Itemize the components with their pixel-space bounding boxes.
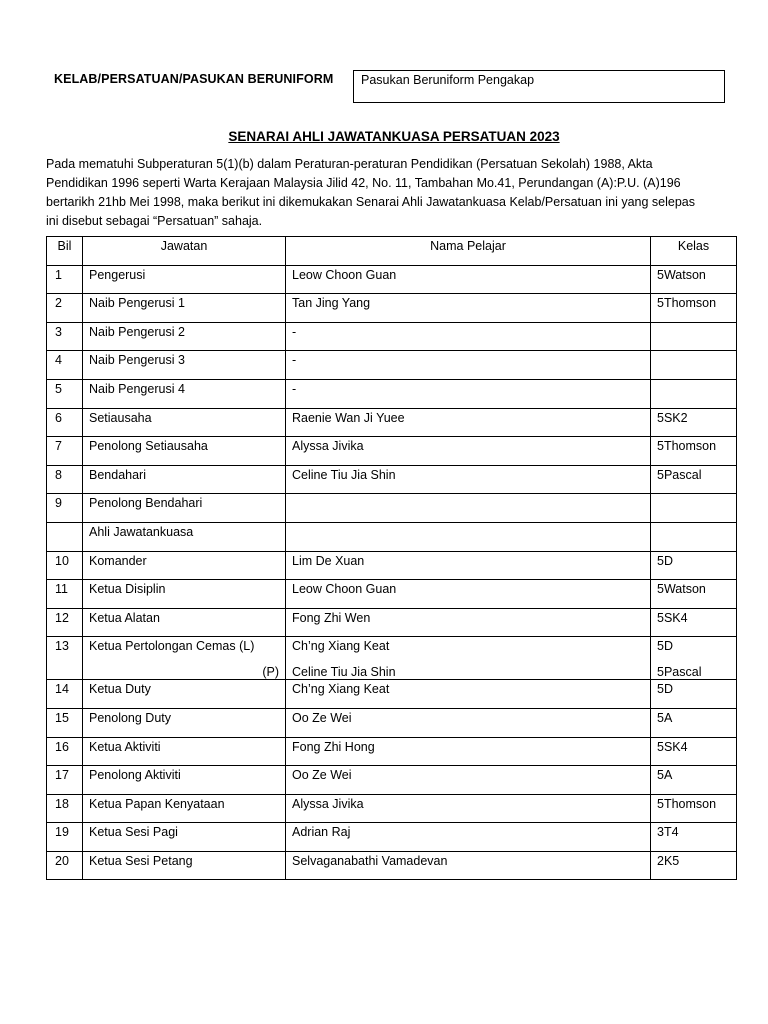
- cell-nama-text: Oo Ze Wei: [292, 768, 352, 783]
- cell-bil-text: 5: [55, 381, 62, 396]
- cell-jawatan: [83, 823, 286, 852]
- table-row: [47, 608, 737, 637]
- cell-kelas-text: 5Thomson: [657, 796, 717, 811]
- table-row: [47, 379, 737, 408]
- table-row: [47, 437, 737, 466]
- cell-bil: [47, 794, 83, 823]
- cell-nama-text: Selvaganabathi Vamadevan: [292, 853, 448, 868]
- cell-kelas-text: 5SK2: [657, 410, 688, 425]
- cell-nama: [286, 737, 651, 766]
- cell-kelas-text: 5SK4: [657, 610, 688, 625]
- header-kelas: Kelas: [651, 237, 737, 266]
- cell-jawatan: [83, 637, 286, 680]
- cell-bil: [47, 766, 83, 795]
- cell-kelas-text: 3T4: [657, 825, 679, 840]
- table-row: [47, 265, 737, 294]
- cell-jawatan: [83, 608, 286, 637]
- table-row: [47, 522, 737, 551]
- table-row: [47, 294, 737, 323]
- table-row: [47, 408, 737, 437]
- cell-nama-text: Leow Choon Guan: [292, 582, 397, 597]
- table-row: [47, 794, 737, 823]
- cell-bil-text: 6: [55, 410, 62, 425]
- cell-bil: [47, 823, 83, 852]
- cell-kelas-text: 5D: [657, 682, 673, 697]
- cell-jawatan: [83, 737, 286, 766]
- cell-jawatan: [83, 580, 286, 609]
- cell-bil-text: 17: [55, 768, 69, 783]
- document-title: SENARAI AHLI JAWATANKUASA PERSATUAN 2023: [228, 129, 560, 144]
- intro-line: Pendidikan 1996 seperti Warta Kerajaan Malaysia Jilid 42, No. 11, Tambahan Mo.41, Perundangan (A):P.U. (A)196: [46, 176, 681, 190]
- cell-nama: [286, 379, 651, 408]
- cell-nama-text: Adrian Raj: [292, 825, 351, 840]
- cell-nama: [286, 637, 651, 680]
- cell-jawatan: [83, 522, 286, 551]
- cell-nama: [286, 494, 651, 523]
- table-row: [47, 766, 737, 795]
- table-row: [47, 680, 737, 709]
- cell-nama: [286, 580, 651, 609]
- cell-kelas-text: 5Thomson: [657, 439, 717, 454]
- cell-nama: [286, 551, 651, 580]
- cell-nama-text: Leow Choon Guan: [292, 267, 397, 282]
- cell-kelas: [651, 680, 737, 709]
- cell-bil-text: 8: [55, 467, 62, 482]
- cell-bil-text: 11: [55, 582, 68, 597]
- cell-jawatan-text: Penolong Bendahari: [89, 496, 203, 511]
- cell-jawatan-text: Naib Pengerusi 1: [89, 296, 185, 311]
- cell-bil: [47, 551, 83, 580]
- cell-jawatan-text: Ahli Jawatankuasa: [89, 524, 194, 539]
- cell-jawatan: [83, 379, 286, 408]
- cell-bil: [47, 379, 83, 408]
- cell-nama-text: Fong Zhi Wen: [292, 610, 371, 625]
- cell-jawatan: [83, 708, 286, 737]
- table-body: [47, 265, 737, 880]
- cell-jawatan-text: Penolong Aktiviti: [89, 768, 181, 783]
- cell-jawatan: [83, 351, 286, 380]
- cell-kelas: [651, 379, 737, 408]
- cell-kelas: [651, 637, 737, 680]
- cell-kelas-text: 5D: [657, 553, 673, 568]
- cell-nama: [286, 823, 651, 852]
- cell-bil-text: 1: [55, 267, 62, 282]
- cell-bil-text: 14: [55, 682, 69, 697]
- cell-bil-text: 19: [55, 825, 69, 840]
- cell-jawatan-text: Ketua Sesi Pagi: [89, 825, 178, 840]
- cell-nama-text: Ch’ng Xiang Keat: [292, 639, 390, 654]
- cell-kelas-text: 5Pascal: [657, 467, 702, 482]
- cell-nama-text: Ch’ng Xiang Keat: [292, 682, 390, 697]
- cell-nama: [286, 766, 651, 795]
- table-row: [47, 851, 737, 880]
- cell-kelas: [651, 737, 737, 766]
- cell-nama: [286, 351, 651, 380]
- cell-bil: [47, 851, 83, 880]
- cell-kelas: [651, 851, 737, 880]
- cell-bil: [47, 465, 83, 494]
- cell-bil: [47, 294, 83, 323]
- cell-bil: [47, 637, 83, 680]
- cell-kelas: [651, 408, 737, 437]
- header-jawatan: Jawatan: [83, 237, 286, 266]
- cell-kelas-text: 5Thomson: [657, 296, 717, 311]
- cell-nama: [286, 437, 651, 466]
- intro-line: bertarikh 21hb Mei 1998, maka berikut ini dikemukakan Senarai Ahli Jawatankuasa Kelab/Persatuan ini yang selepas: [46, 195, 695, 209]
- cell-bil: [47, 708, 83, 737]
- cell-bil-text: 13: [55, 639, 69, 654]
- table-row: [47, 737, 737, 766]
- cell-nama-text: Tan Jing Yang: [292, 296, 371, 311]
- cell-jawatan-text: Ketua Alatan: [89, 610, 160, 625]
- cell-nama: [286, 680, 651, 709]
- table-header-row: [47, 237, 737, 266]
- cell-nama-text: Oo Ze Wei: [292, 710, 352, 725]
- cell-bil-text: 3: [55, 324, 62, 339]
- cell-kelas: [651, 322, 737, 351]
- cell-bil: [47, 351, 83, 380]
- cell-bil: [47, 322, 83, 351]
- cell-jawatan-text: Naib Pengerusi 3: [89, 353, 185, 368]
- cell-kelas: [651, 351, 737, 380]
- cell-nama: [286, 294, 651, 323]
- cell-kelas-text: 5A: [657, 710, 673, 725]
- cell-jawatan: [83, 766, 286, 795]
- cell-bil: [47, 408, 83, 437]
- cell-jawatan-text: Komander: [89, 553, 147, 568]
- cell-nama: [286, 265, 651, 294]
- cell-jawatan: [83, 265, 286, 294]
- cell-bil-text: 15: [55, 710, 69, 725]
- cell-kelas: [651, 551, 737, 580]
- cell-kelas-text: 5D: [657, 639, 673, 654]
- table-row: [47, 465, 737, 494]
- cell-bil-text: 18: [55, 796, 69, 811]
- cell-kelas: [651, 294, 737, 323]
- cell-nama-text-2: Celine Tiu Jia Shin: [292, 665, 396, 680]
- intro-line: Pada mematuhi Subperaturan 5(1)(b) dalam Peraturan-peraturan Pendidikan (Persatuan Sekolah) 1988, Akta: [46, 157, 653, 171]
- cell-nama-text: -: [292, 353, 297, 368]
- club-name-field: Pasukan Beruniform Pengakap: [353, 70, 725, 103]
- cell-jawatan-text: Ketua Papan Kenyataan: [89, 796, 225, 811]
- cell-kelas: [651, 437, 737, 466]
- cell-nama-text: -: [292, 381, 297, 396]
- cell-bil: [47, 437, 83, 466]
- cell-jawatan: [83, 322, 286, 351]
- cell-nama: [286, 522, 651, 551]
- cell-nama-text: Fong Zhi Hong: [292, 739, 375, 754]
- cell-jawatan: [83, 851, 286, 880]
- cell-bil-text: 20: [55, 853, 69, 868]
- cell-kelas: [651, 608, 737, 637]
- cell-nama: [286, 465, 651, 494]
- table-row: [47, 322, 737, 351]
- table-row: [47, 580, 737, 609]
- cell-nama: [286, 851, 651, 880]
- table-row: [47, 494, 737, 523]
- committee-table: [46, 236, 737, 880]
- cell-bil: [47, 580, 83, 609]
- cell-jawatan-text: Ketua Pertolongan Cemas (L): [89, 639, 255, 654]
- cell-kelas: [651, 823, 737, 852]
- cell-bil-text: 4: [55, 353, 62, 368]
- table-row: [47, 708, 737, 737]
- cell-kelas: [651, 465, 737, 494]
- cell-bil: [47, 680, 83, 709]
- cell-kelas: [651, 794, 737, 823]
- header-nama: Nama Pelajar: [286, 237, 651, 266]
- cell-kelas-text: 2K5: [657, 853, 680, 868]
- cell-bil: [47, 265, 83, 294]
- cell-nama-text: Alyssa Jivika: [292, 439, 364, 454]
- header-bil: Bil: [47, 237, 83, 266]
- cell-bil-text: 10: [55, 553, 69, 568]
- cell-kelas: [651, 522, 737, 551]
- intro-paragraph: [46, 155, 736, 231]
- cell-bil: [47, 494, 83, 523]
- cell-bil: [47, 737, 83, 766]
- table-row: [47, 637, 737, 680]
- cell-jawatan: [83, 465, 286, 494]
- cell-jawatan-text: Ketua Duty: [89, 682, 151, 697]
- cell-jawatan: [83, 794, 286, 823]
- cell-jawatan-text: Setiausaha: [89, 410, 152, 425]
- cell-jawatan-text: Penolong Duty: [89, 710, 172, 725]
- cell-jawatan-text: Naib Pengerusi 2: [89, 324, 185, 339]
- cell-kelas-text: 5Watson: [657, 267, 706, 282]
- cell-bil-text: 12: [55, 610, 69, 625]
- cell-jawatan-text-2: (P): [262, 665, 279, 680]
- cell-jawatan-text: Penolong Setiausaha: [89, 439, 208, 454]
- cell-kelas: [651, 708, 737, 737]
- cell-nama-text: Raenie Wan Ji Yuee: [292, 410, 405, 425]
- cell-jawatan: [83, 408, 286, 437]
- cell-nama-text: Lim De Xuan: [292, 553, 365, 568]
- cell-nama: [286, 408, 651, 437]
- cell-bil: [47, 522, 83, 551]
- cell-jawatan-text: Naib Pengerusi 4: [89, 381, 185, 396]
- cell-kelas: [651, 265, 737, 294]
- cell-kelas: [651, 494, 737, 523]
- cell-nama: [286, 608, 651, 637]
- cell-nama: [286, 708, 651, 737]
- cell-nama-text: -: [292, 324, 297, 339]
- table-row: [47, 551, 737, 580]
- cell-jawatan: [83, 437, 286, 466]
- cell-kelas: [651, 766, 737, 795]
- cell-jawatan-text: Pengerusi: [89, 267, 146, 282]
- cell-jawatan-text: Ketua Sesi Petang: [89, 853, 193, 868]
- cell-jawatan: [83, 551, 286, 580]
- cell-nama-text: Alyssa Jivika: [292, 796, 364, 811]
- club-label: KELAB/PERSATUAN/PASUKAN BERUNIFORM: [54, 72, 334, 86]
- cell-bil-text: 9: [55, 496, 62, 511]
- cell-bil: [47, 608, 83, 637]
- cell-kelas-text: 5A: [657, 768, 673, 783]
- cell-jawatan: [83, 294, 286, 323]
- cell-bil-text: 16: [55, 739, 69, 754]
- intro-line: ini disebut sebagai “Persatuan” sahaja.: [46, 214, 263, 228]
- cell-jawatan-text: Ketua Disiplin: [89, 582, 166, 597]
- cell-jawatan-text: Ketua Aktiviti: [89, 739, 161, 754]
- cell-nama: [286, 322, 651, 351]
- table-row: [47, 823, 737, 852]
- cell-jawatan: [83, 494, 286, 523]
- cell-kelas-text-2: 5Pascal: [657, 665, 702, 680]
- cell-kelas-text: 5SK4: [657, 739, 688, 754]
- cell-kelas-text: 5Watson: [657, 582, 706, 597]
- cell-nama-text: Celine Tiu Jia Shin: [292, 467, 396, 482]
- cell-jawatan: [83, 680, 286, 709]
- cell-bil-text: 2: [55, 296, 62, 311]
- table-row: [47, 351, 737, 380]
- cell-kelas: [651, 580, 737, 609]
- cell-bil-text: 7: [55, 439, 62, 454]
- cell-jawatan-text: Bendahari: [89, 467, 146, 482]
- cell-nama: [286, 794, 651, 823]
